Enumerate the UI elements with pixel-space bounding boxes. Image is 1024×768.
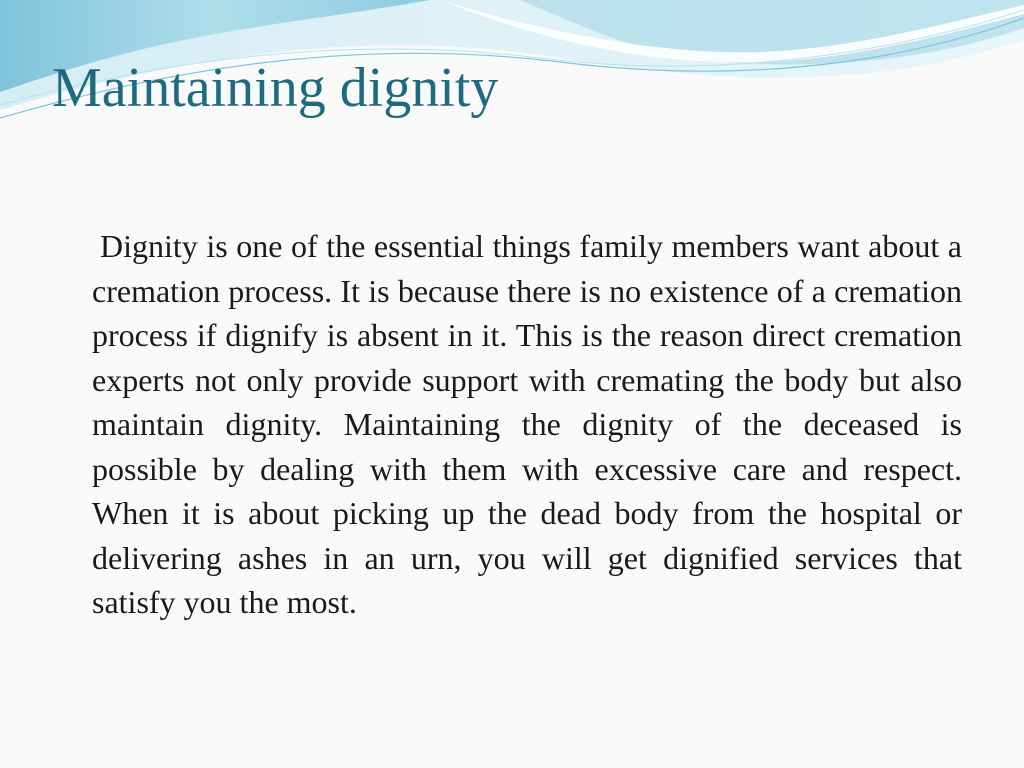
body-paragraph: Dignity is one of the essential things family members want about a cremation process. It is because there is no existence of a cremation process if dignify is absent in it. This is the reason direct cremation experts not only provide support with cremating the body but also maintain dignity. Maintaining the dignity of the deceased is possible by dealing with them with excessive care and respect. When it is about picking up the dead body from the hospital or delivering ashes in an urn, you will get dignified services that satisfy you the most. (92, 228, 962, 620)
slide-title: Maintaining dignity (52, 57, 499, 119)
